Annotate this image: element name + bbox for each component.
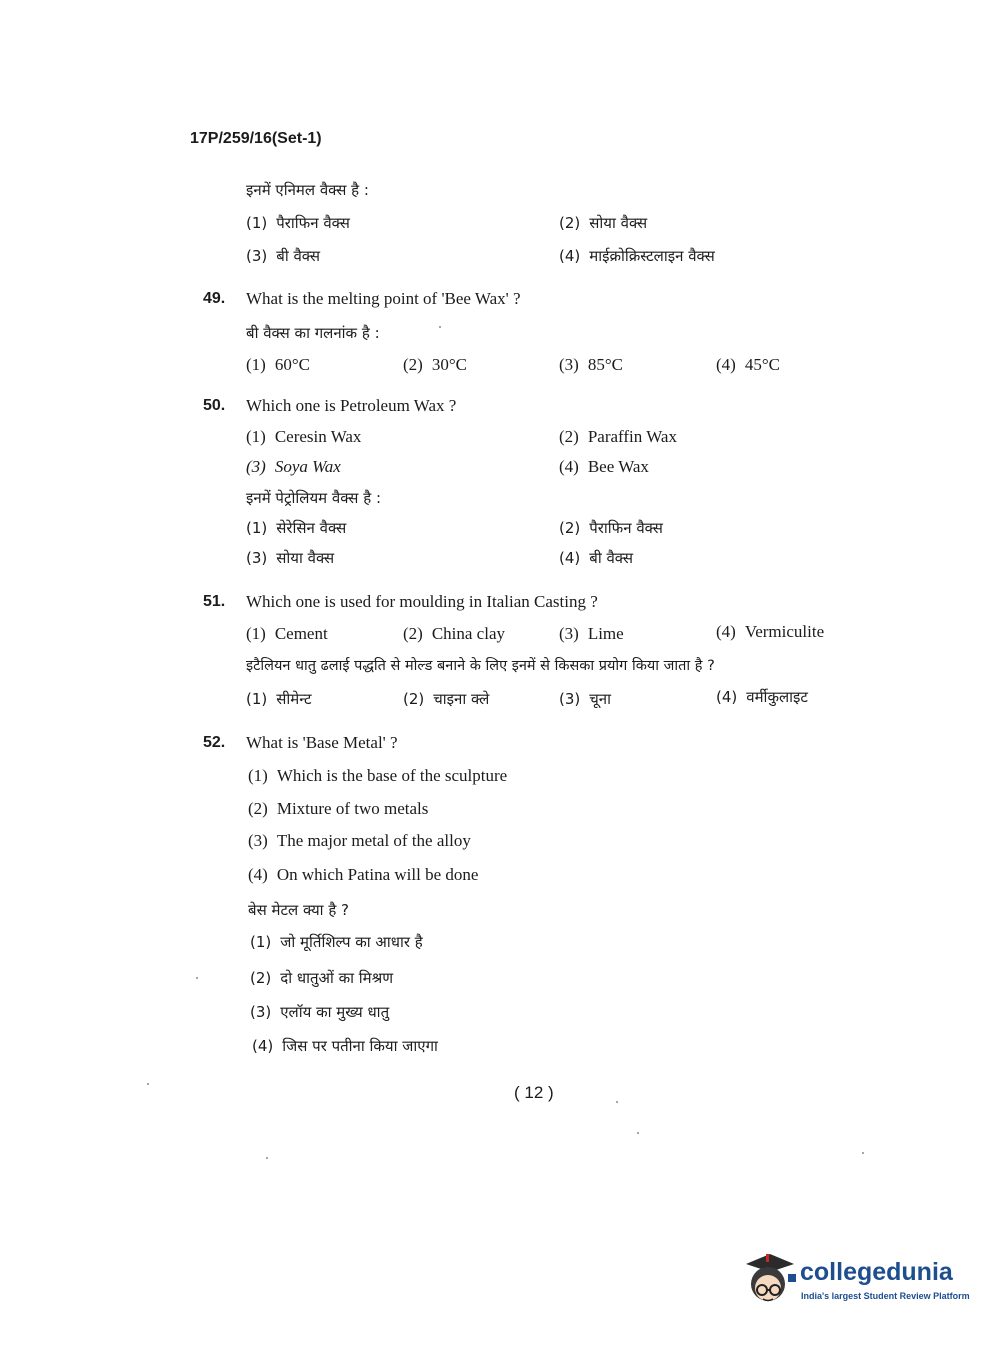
q51-option-1-hi: (1) सीमेन्ट <box>246 690 312 708</box>
scan-speck <box>439 326 441 328</box>
brand-tagline: India's largest Student Review Platform <box>801 1291 970 1301</box>
q51-question-hi: इटैलियन धातु ढलाई पद्धति से मोल्ड बनाने के लिए इनमें से किसका प्रयोग किया जाता है ? <box>246 658 715 674</box>
q50-option-2-en: (2) Paraffin Wax <box>559 427 677 446</box>
scan-speck <box>147 1083 149 1085</box>
q49-option-1: (1) 60°C <box>246 355 310 374</box>
scan-speck <box>616 1101 618 1103</box>
q52-option-2-hi: (2) दो धातुओं का मिश्रण <box>250 969 394 987</box>
brand-name: collegedunia <box>800 1258 953 1286</box>
q52-option-1-hi: (1) जो मूर्तिशिल्प का आधार है <box>250 933 423 951</box>
q49-option-4: (4) 45°C <box>716 355 780 374</box>
q51-option-3-en: (3) Lime <box>559 624 624 643</box>
q52-option-4-en: (4) On which Patina will be done <box>248 865 479 884</box>
q50-option-4-hi: (4) बी वैक्स <box>559 549 634 567</box>
q52-option-3-en: (3) The major metal of the alloy <box>248 831 471 850</box>
q52-option-2-en: (2) Mixture of two metals <box>248 799 429 818</box>
q51-option-4-en: (4) Vermiculite <box>716 622 825 641</box>
q48-question-hi: इनमें एनिमल वैक्स है : <box>246 181 369 199</box>
q49-option-2: (2) 30°C <box>403 355 467 374</box>
q49-question-hi: बी वैक्स का गलनांक है : <box>246 324 380 342</box>
q51-option-2-hi: (2) चाइना क्ले <box>403 690 490 708</box>
q50-question-hi: इनमें पेट्रोलियम वैक्स है : <box>246 489 382 507</box>
q50-option-2-hi: (2) पैराफिन वैक्स <box>559 519 663 537</box>
q51-question-en: Which one is used for moulding in Italian Casting ? <box>246 592 598 611</box>
q51-number: 51. <box>203 593 226 610</box>
q51-option-4-hi: (4) वर्मीकुलाइट <box>716 688 808 706</box>
q48-option-2-hi: (2) सोया वैक्स <box>559 214 648 232</box>
q50-option-4-en: (4) Bee Wax <box>559 457 649 476</box>
q48-option-1-hi: (1) पैराफिन वैक्स <box>246 214 350 232</box>
scan-speck <box>862 1152 864 1154</box>
scan-speck <box>266 1157 268 1159</box>
q50-option-1-en: (1) Ceresin Wax <box>246 427 362 446</box>
page-number: ( 12 ) <box>514 1083 554 1102</box>
q50-option-1-hi: (1) सेरेसिन वैक्स <box>246 519 347 537</box>
q52-option-1-en: (1) Which is the base of the sculpture <box>248 766 508 785</box>
q52-option-4-hi: (4) जिस पर पतीना किया जाएगा <box>252 1037 438 1055</box>
paper-code: 17P/259/16(Set-1) <box>190 130 322 147</box>
scan-speck <box>196 977 198 979</box>
q50-question-en: Which one is Petroleum Wax ? <box>246 396 457 415</box>
q49-option-3: (3) 85°C <box>559 355 623 374</box>
q52-option-3-hi: (3) एलॉय का मुख्य धातु <box>250 1003 390 1021</box>
q48-option-3-hi: (3) बी वैक्स <box>246 247 321 265</box>
q52-question-en: What is 'Base Metal' ? <box>246 733 398 752</box>
q48-option-4-hi: (4) माईक्रोक्रिस्टलाइन वैक्स <box>559 247 715 265</box>
q52-number: 52. <box>203 734 226 751</box>
q49-question-en: What is the melting point of 'Bee Wax' ? <box>246 289 521 308</box>
q50-option-3-en: (3) Soya Wax <box>246 457 341 476</box>
scan-speck <box>637 1132 639 1134</box>
q51-option-2-en: (2) China clay <box>403 624 505 643</box>
q50-number: 50. <box>203 397 226 414</box>
q50-option-3-hi: (3) सोया वैक्स <box>246 549 335 567</box>
q51-option-3-hi: (3) चूना <box>559 690 611 708</box>
q52-question-hi: बेस मेटल क्या है ? <box>248 901 350 919</box>
q51-option-1-en: (1) Cement <box>246 624 328 643</box>
q49-number: 49. <box>203 290 226 307</box>
